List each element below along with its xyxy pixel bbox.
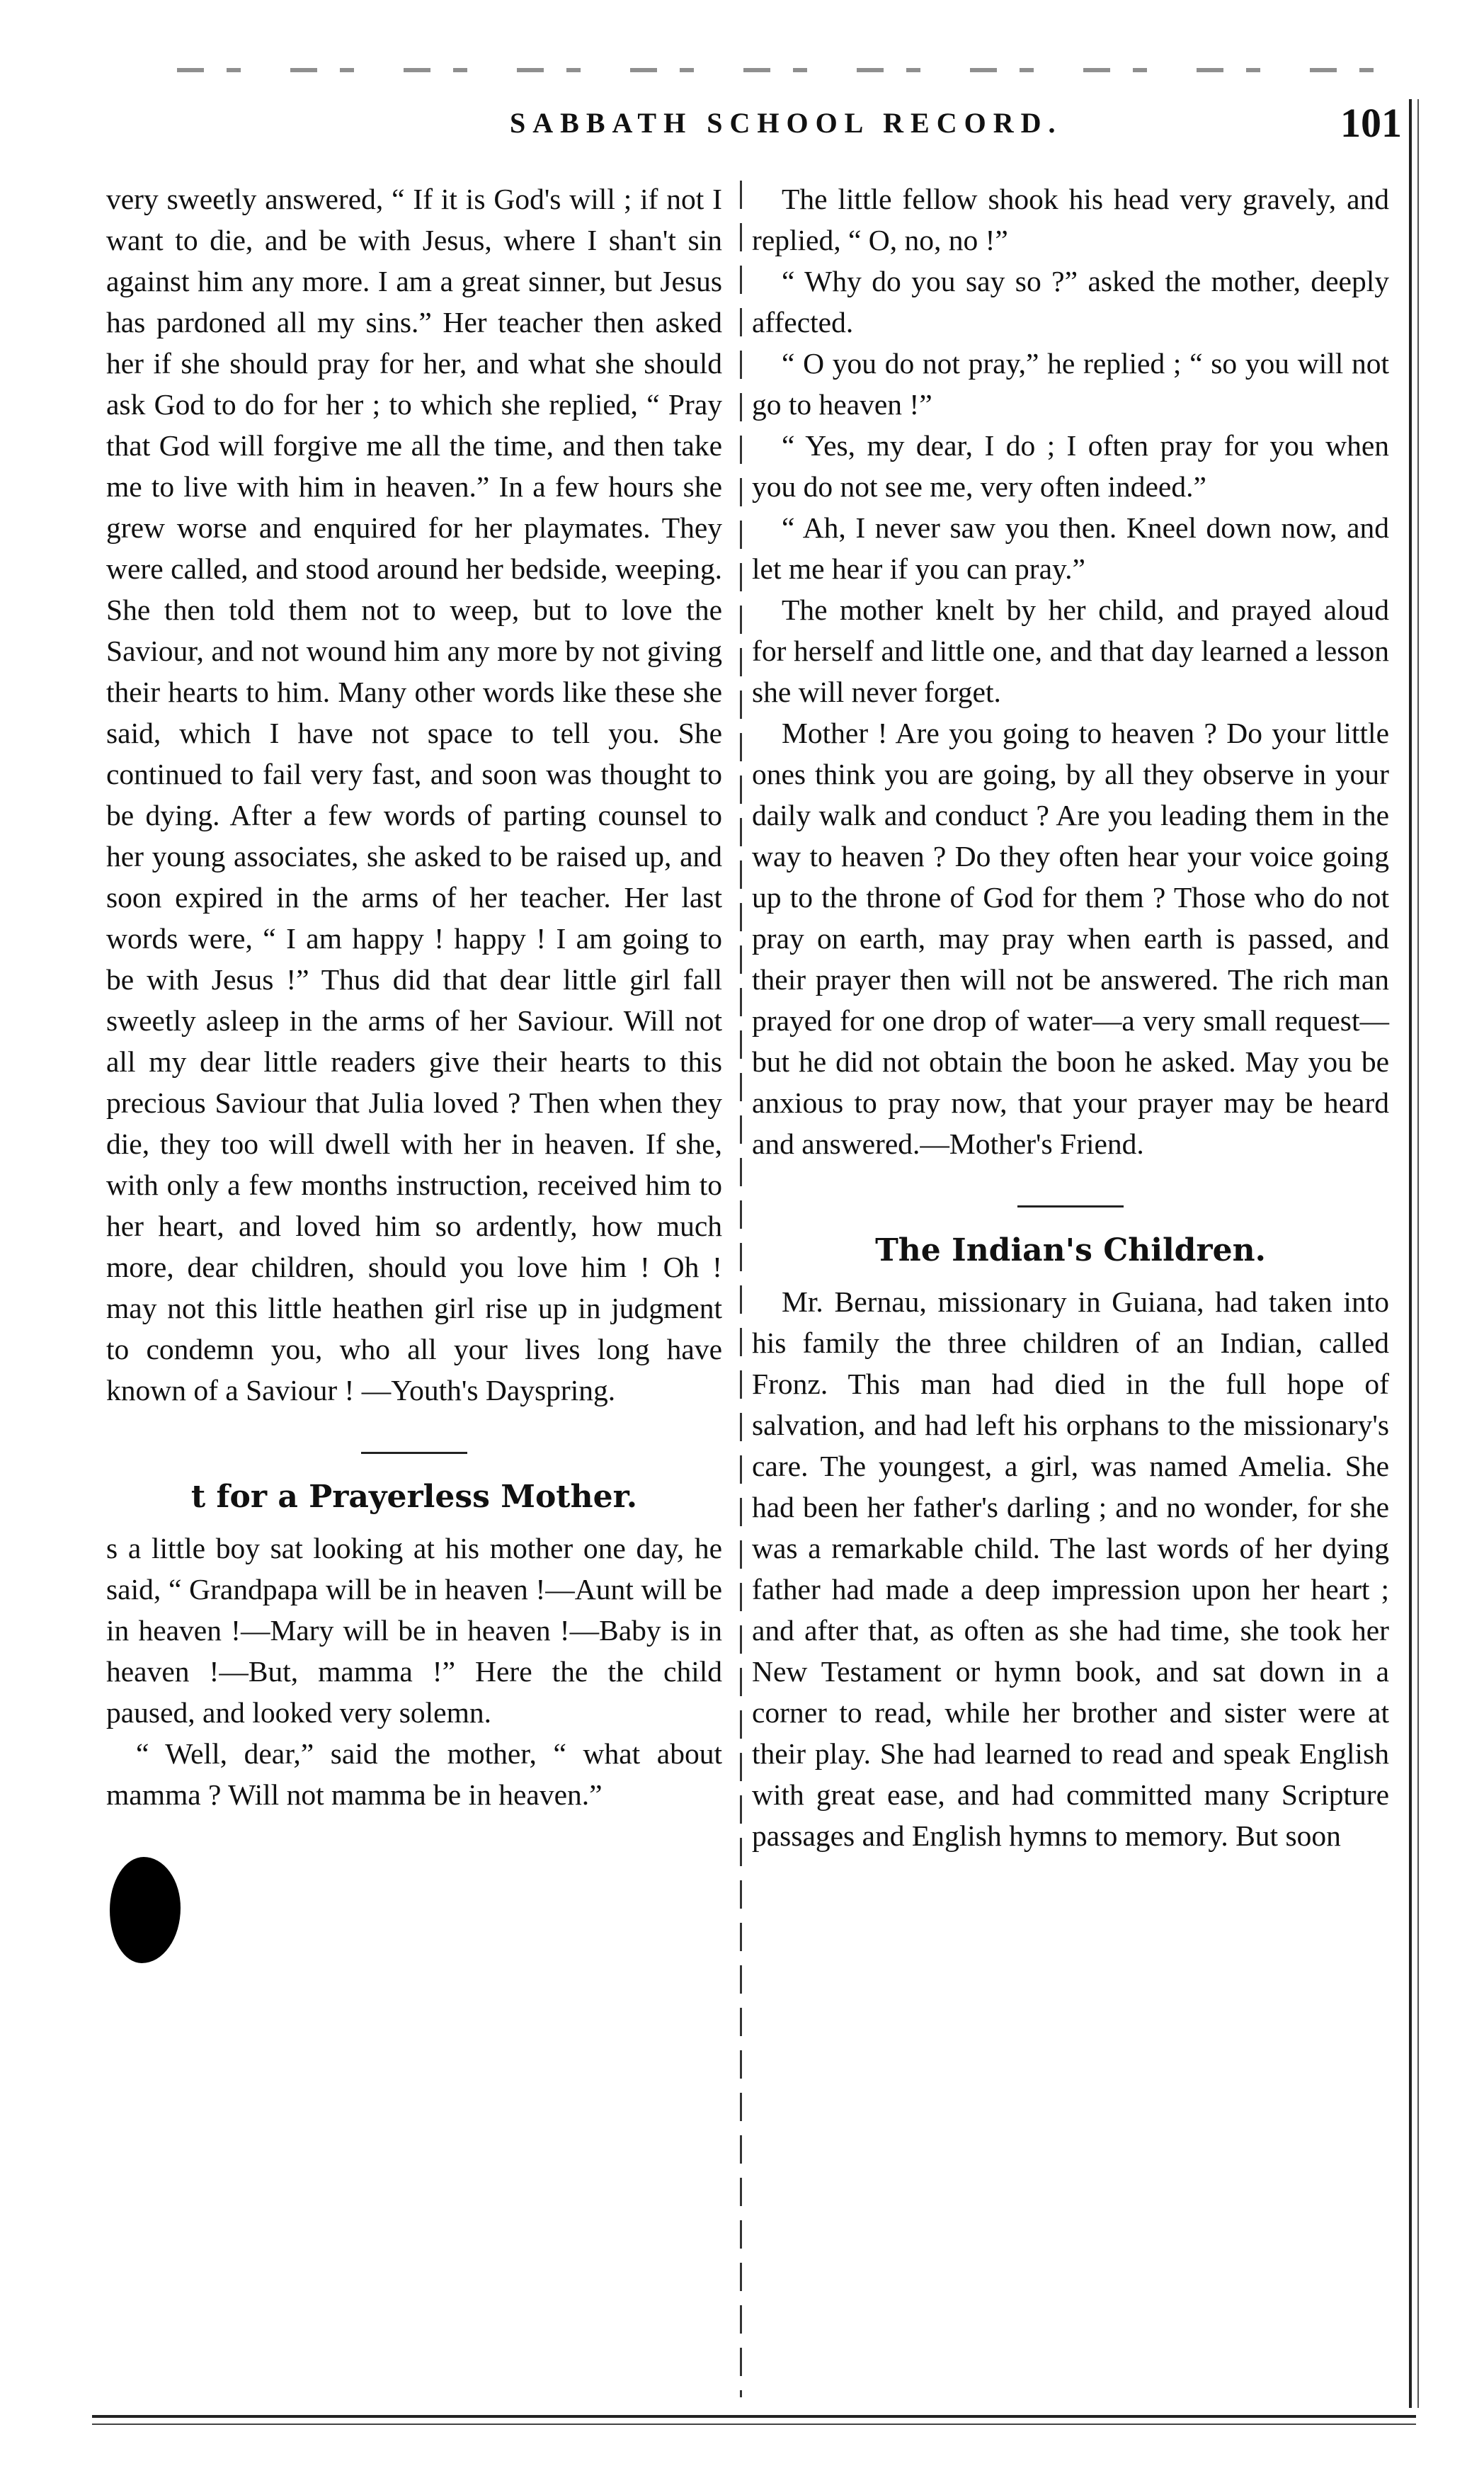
section-heading-prayerless-mother: t for a Prayerless Mother.: [190, 1479, 638, 1515]
section-divider: [361, 1452, 467, 1454]
right-paragraph: “ Yes, my dear, I do ; I often pray for you when you do not see me, very often indeed.”: [752, 429, 1389, 503]
column-divider: [740, 181, 742, 2397]
right-paragraph: “ Why do you say so ?” asked the mother, deeply affected.: [752, 265, 1389, 339]
right-paragraph: “ O you do not pray,” he replied ; “ so you will not go to heaven !”: [752, 347, 1389, 421]
ink-blot: [110, 1857, 181, 1963]
right-section-paragraph: Mr. Bernau, missionary in Guiana, had taken into his family the three children of an Indian, called Fronz. This man had died in the full hope of salvation, and had left his orphans to the missionary's care. The youngest, a girl, was named Amelia. She had been her father's darling ; and no wonder, for she was a remarkable child. The last words of her dying father had made a deep impression upon her heart ; and after that, as often as she had time, she took her New Testament or hymn book, and sat down in a corner to read, while her brother and sister were at their play. She had learned to read and speak English with great ease, and had committed many Scripture passages and English hymns to memory. But soon: [752, 1285, 1389, 1852]
left-section-paragraph: “ Well, dear,” said the mother, “ what about mamma ? Will not mamma be in heaven.”: [106, 1737, 722, 1811]
running-title: SABBATH SCHOOL RECORD.: [510, 107, 1063, 139]
page-number: 101: [1340, 100, 1402, 146]
left-section-paragraph: s a little boy sat looking at his mother one day, he said, “ Grandpapa will be in heaven !—Aunt will be in heaven !—Mary will be in heaven !—Baby is in heaven !—But, mamma !” Here the the child paused, and looked very solemn.: [106, 1532, 722, 1729]
bottom-rule: [92, 2415, 1416, 2418]
right-border-rule-inner: [1417, 99, 1419, 2408]
right-paragraph: The little fellow shook his head very gravely, and replied, “ O, no, no !”: [752, 183, 1389, 256]
right-paragraph: “ Ah, I never saw you then. Kneel down now, and let me hear if you can pray.”: [752, 511, 1389, 585]
right-column: [752, 178, 1389, 1856]
section-heading-indians-children: The Indian's Children.: [875, 1232, 1266, 1268]
page-header: [510, 99, 1402, 149]
section-divider: [1017, 1205, 1124, 1208]
torn-top-edge: [177, 68, 1381, 72]
left-column: [106, 178, 722, 1815]
right-border-rule: [1409, 99, 1412, 2408]
bottom-rule-inner: [92, 2424, 1416, 2425]
left-paragraph: very sweetly answered, “ If it is God's will ; if not I want to die, and be with Jesus, where I shan't sin against him any more. I am a great sinner, but Jesus has pardoned all my sins.” Her teacher then asked her if she should pray for her, and what she should ask God to do for her ; to which she replied, “ Pray that God will forgive me all the time, and then take me to live with him in heaven.” In a few hours she grew worse and enquired for her playmates. They were called, and stood around her bedside, weeping. She then told them not to weep, but to love the Saviour, and not wound him any more by not giving their hearts to him. Many other words like these she said, which I have not space to tell you. She continued to fail very fast, and soon was thought to be dying. After a few words of parting counsel to her young associates, she asked to be raised up, and soon expired in the arms of her teacher. Her last words were, “ I am happy ! happy ! I am going to be with Jesus !” Thus did that dear little girl fall sweetly asleep in the arms of her Saviour. Will not all my dear little readers give their hearts to this precious Saviour that Julia loved ? Then when they die, they too will dwell with her in heaven. If she, with only a few months instruction, received him to her heart, and loved him so ardently, how much more, dear children, should you love him ! Oh ! may not this little heathen girl rise up in judgment to condemn you, who all your lives long have known of a Saviour ! —Youth's Dayspring.: [106, 183, 722, 1407]
right-paragraph: The mother knelt by her child, and prayed aloud for herself and little one, and that day learned a lesson she will never forget.: [752, 593, 1389, 708]
right-paragraph: Mother ! Are you going to heaven ? Do your little ones think you are going, by all they observe in your daily walk and conduct ? Are you leading them in the way to heaven ? Do they often hear your voice going up to the throne of God for them ? Those who do not pray on earth, may pray when earth is passed, and their prayer then will not be answered. The rich man prayed for one drop of water—a very small request—but he did not obtain the boon he asked. May you be anxious to pray now, that your prayer may be heard and answered.—Mother's Friend.: [752, 717, 1389, 1160]
